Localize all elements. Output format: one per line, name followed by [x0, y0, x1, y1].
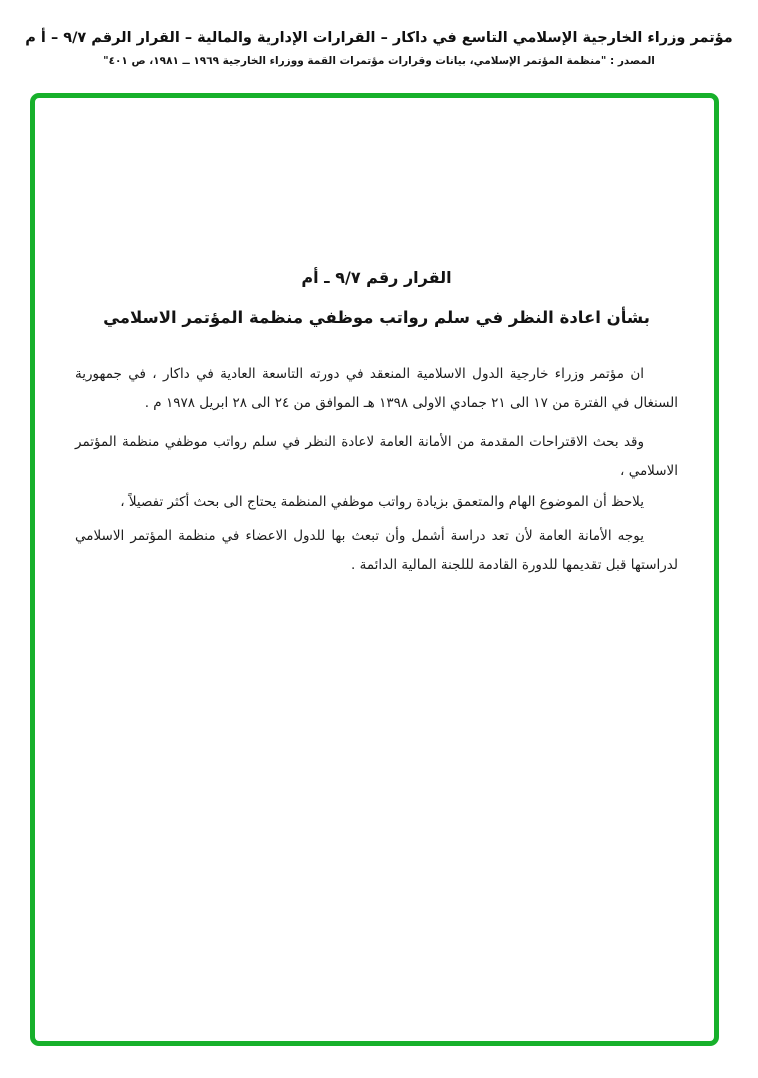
paragraph-proposals — [75, 428, 678, 486]
paragraph-line: ان مؤتمر وزراء خارجية الدول الاسلامية المنعقد في دورته التاسعة العادية في داكار ، في جمهورية — [75, 366, 644, 382]
paragraph-line: يلاحظ أن الموضوع الهام والمتعمق بزيادة رواتب موظفي المنظمة يحتاج الى بحث أكثر تفصيلاً ، — [120, 494, 644, 510]
paragraph-line: يوجه الأمانة العامة لأن تعد دراسة أشمل وأن تبعث بها للدول الاعضاء في منظمة المؤتمر الاسلامي — [75, 528, 644, 544]
paragraph-line: السنغال في الفترة من ١٧ الى ٢١ جمادي الاولى ١٣٩٨ هـ الموافق من ٢٤ الى ٢٨ ابريل ١٩٧٨ م . — [144, 395, 678, 411]
paragraph-line: الاسلامي ، — [620, 463, 678, 479]
header-title: مؤتمر وزراء الخارجية الإسلامي التاسع في داكار – القرارات الإدارية والمالية – القرار الرقم ٩/٧ – أ م — [25, 30, 733, 46]
paragraph-observation — [75, 488, 678, 517]
page-header — [0, 26, 758, 70]
green-annotation-border — [30, 93, 719, 1046]
paragraph-line: وقد بحث الاقتراحات المقدمة من الأمانة العامة لاعادة النظر في سلم رواتب موظفي منظمة المؤتمر — [75, 434, 644, 450]
paragraph-preamble — [75, 360, 678, 418]
header-source-citation: المصدر : "منظمة المؤتمر الإسلامي، بيانات وقرارات مؤتمرات القمة ووزراء الخارجية ١٩٦٩ ــ ١٩٨١، ص ٤٠١" — [103, 55, 655, 67]
paragraph-line: لدراستها قبل تقديمها للدورة القادمة لللجنة المالية الدائمة . — [351, 557, 678, 573]
resolution-document — [35, 98, 714, 580]
resolution-number-title: القرار رقم ٩/٧ ـ أم — [301, 268, 452, 287]
paragraph-directive — [75, 522, 678, 580]
resolution-subject-title: بشأن اعادة النظر في سلم رواتب موظفي منظمة المؤتمر الاسلامي — [103, 308, 650, 327]
